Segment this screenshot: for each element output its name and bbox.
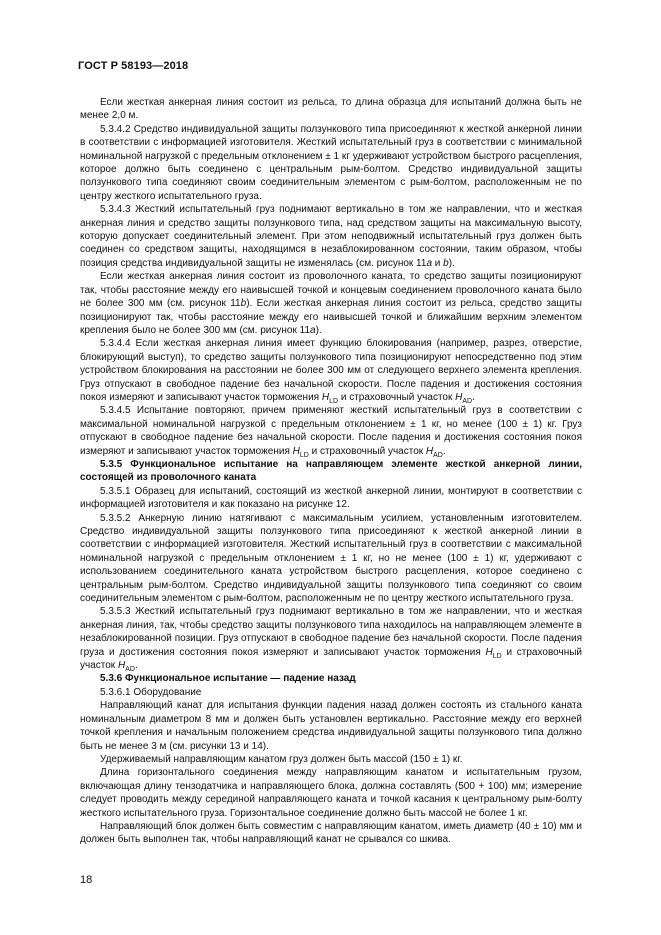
section-heading: 5.3.6 Функциональное испытание — падение назад <box>100 673 356 685</box>
page-number: 18 <box>80 874 93 886</box>
paragraph: 5.3.4.2 Средство индивидуальной защиты ползункового типа присоединяют к жесткой анкерной линии в соответствии с информацией изготовителя. Жесткий испытательный груз в соответствии с минимальной номинальной нагрузкой с предельным отклонением ± 1 кг удерживают устройством быстрого расцепления, которое должно быть соединено с центральным рым-болтом. Средство индивидуальной защиты ползункового типа соединяют своим соединительным элементом с рым-болтом, расположенным не по центру жесткого испытательного груза. <box>80 123 582 202</box>
paragraph: Длина горизонтального соединения между направляющим канатом и испытательным грузом, включающая длину тензодатчика и направляющего блока, должна составлять (500 + 100) мм; измерение следует проводить между серединой направляющего каната и точкой касания к центральному рым-болту жесткого испытательного груза. Горизонтальное соединение должно быть массой не более 1 кг. <box>80 767 582 819</box>
paragraph: 5.3.5.2 Анкерную линию натягивают с максимальным усилием, установленным изготовителем. Средство индивидуальной защиты ползункового типа присоединяют к жесткой анкерной линии в соответствии с информацией изготовителя. Жесткий испытательный груз в соответствии с максимальной номинальной нагрузкой с предельным отклонением ± 1 кг, но не менее (100 ± 1) кг, удерживают с использованием соединительного каната устройством быстрого расцепления, которое соединено с центральным рым-болтом. Средство индивидуальной защиты ползункового типа соединяют со своим соединительным элементом с рым-болтом, расположенным не по центру жесткого испытательного груза. <box>80 512 582 605</box>
paragraph: 5.3.4.4 Если жесткая анкерная линия имеет функцию блокирования (например, разрез, отверстие, блокирующий выступ), то средство защиты ползункового типа позиционируют непосредственно под этим устройством блокирования на расстоянии не более 300 мм от следующего верхнего элемента крепления. Груз отпускают в свободное падение без начальной скорости. После падения и достижения состояния покоя измеряют и записывают участок торможения $H_{LD}$ и страховочный участок $H_{AD}$. <box>80 338 582 405</box>
section-heading: 5.3.5 Функциональное испытание на направляющем элементе жесткой анкерной линии, состоящей из проволочного каната <box>80 458 582 484</box>
paragraph: Направляющий канат для испытания функции падения назад должен состоять из стального каната номинальным диаметром 8 мм и должен быть установлен вертикально. Расстояние между его верхней точкой крепления и начальным положением средства индивидуальной защиты ползункового типа должно быть не менее 3 м (см. рисунки 13 и 14). <box>80 700 582 752</box>
paragraph: 5.3.5.3 Жесткий испытательный груз поднимают вертикально в том же направлении, что и жесткая анкерная линия, так, чтобы средство защиты ползункового типа находилось на направляющем элементе в незаблокированной позиции. Груз отпускают в свободное падение без начальной скорости. После падения груза и достижения состояния покоя измеряют и записывают участок торможения $H_{LD}$ и страховочный участок $H_{AD}$. <box>80 606 582 674</box>
paragraph: 5.3.6.1 Оборудование <box>100 686 202 698</box>
paragraph: 5.3.5.1 Образец для испытаний, состоящий из жесткой анкерной линии, монтируют в соответствии с информацией изготовителя и как показано на рисунке 12. <box>80 485 582 511</box>
paragraph: 5.3.4.3 Жесткий испытательный груз поднимают вертикально в том же направлении, что и жесткая анкерная линия и средство защиты ползункового типа, над средством защиты на максимальную высоту, которую допускает соединительный элемент. При этом неподвижный испытательный груз должен быть соединен со средством защиты, находящимся в незаблокированном состоянии, таким образом, чтобы позиция средства индивидуальной защиты не изменялась (см. рисунок 11a и b). <box>80 204 582 269</box>
paragraph: Если жесткая анкерная линия состоит из рельса, то длина образца для испытаний должна быть не менее 2,0 м. <box>80 97 582 122</box>
document-body <box>80 96 582 847</box>
paragraph: Направляющий блок должен быть совместим с направляющим канатом, иметь диаметр (40 ± 10) мм и должен быть выполнен так, чтобы направляющий канат не срывался со шкива. <box>80 820 582 846</box>
paragraph: 5.3.4.5 Испытание повторяют, причем применяют жесткий испытательный груз в соответствии с максимальной номинальной нагрузкой с предельным отклонением ± 1 кг, но менее (100 ± 1) кг. Груз отпускают в свободное падение без начальной скорости. После падения и достижения состояния покоя измеряют и записывают участок торможения $H_{LD}$ и страховочный участок $H_{AD}$. <box>80 405 582 459</box>
paragraph: Если жесткая анкерная линия состоит из проволочного каната, то средство защиты позиционируют так, чтобы расстояние между его наивысшей точкой и концевым соединением проволочного каната было не более 300 мм (см. рисунок 11b). Если жесткая анкерная линия состоит из рельса, средство защиты позиционируют так, чтобы расстояние между его наивысшей точкой и ближайшим верхним элементом крепления было не более 300 мм (см. рисунок 11a). <box>80 271 582 336</box>
document-header: ГОСТ Р 58193—2018 <box>78 60 189 72</box>
paragraph: Удерживаемый направляющим канатом груз должен быть массой (150 ± 1) кг. <box>100 753 463 765</box>
